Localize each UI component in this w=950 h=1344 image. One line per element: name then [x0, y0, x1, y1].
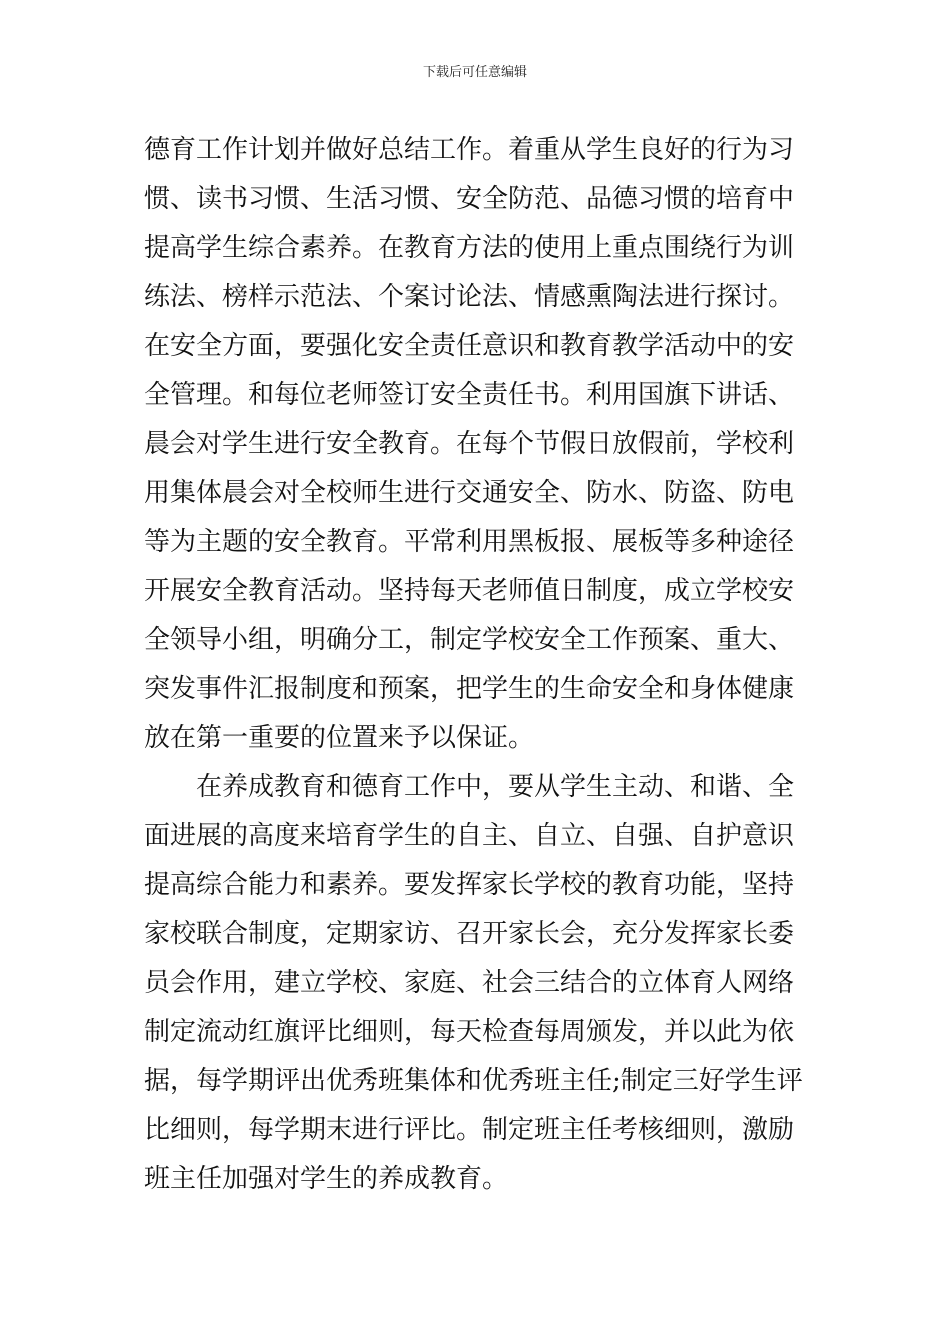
- text-line: 突发事件汇报制度和预案，把学生的生命安全和身体健康: [144, 674, 795, 704]
- text-line: 在安全方面，要强化安全责任意识和教育教学活动中的安: [144, 331, 795, 361]
- text-line: 全管理。和每位老师签订安全责任书。利用国旗下讲话、: [144, 380, 795, 410]
- text-line: 全领导小组，明确分工，制定学校安全工作预案、重大、: [144, 625, 795, 655]
- text-line: 制定流动红旗评比细则，每天检查每周颁发，并以此为依: [144, 1017, 795, 1047]
- text-line: 等为主题的安全教育。平常利用黑板报、展板等多种途径: [144, 527, 795, 557]
- text-line: 德育工作计划并做好总结工作。着重从学生良好的行为习: [144, 135, 795, 165]
- text-line: 家校联合制度，定期家访、召开家长会，充分发挥家长委: [144, 919, 795, 949]
- paragraph-2: [144, 763, 808, 1204]
- text-line: 班主任加强对学生的养成教育。: [144, 1164, 509, 1194]
- text-line: 用集体晨会对全校师生进行交通安全、防水、防盗、防电: [144, 478, 795, 508]
- text-line: 面进展的高度来培育学生的自主、自立、自强、自护意识: [144, 821, 795, 851]
- text-line: 晨会对学生进行安全教育。在每个节假日放假前，学校利: [144, 429, 795, 459]
- document-body: [144, 126, 808, 1204]
- paragraph-1: [144, 126, 808, 763]
- text-line: 提高综合能力和素养。要发挥家长学校的教育功能，坚持: [144, 870, 795, 900]
- text-line: 在养成教育和德育工作中，要从学生主动、和谐、全: [196, 772, 795, 802]
- text-line: 员会作用，建立学校、家庭、社会三结合的立体育人网络: [144, 968, 795, 998]
- page-header: 下载后可任意编辑: [422, 65, 527, 80]
- text-line: 惯、读书习惯、生活习惯、安全防范、品德习惯的培育中: [144, 184, 795, 214]
- text-line: 开展安全教育活动。坚持每天老师值日制度，成立学校安: [144, 576, 795, 606]
- text-line: 放在第一重要的位置来予以保证。: [144, 723, 535, 753]
- text-line: 据，每学期评出优秀班集体和优秀班主任;制定三好学生评: [144, 1066, 803, 1096]
- text-line: 练法、榜样示范法、个案讨论法、情感熏陶法进行探讨。: [144, 282, 795, 312]
- text-line: 提高学生综合素养。在教育方法的使用上重点围绕行为训: [144, 233, 795, 263]
- text-line: 比细则，每学期末进行评比。制定班主任考核细则，激励: [144, 1115, 795, 1145]
